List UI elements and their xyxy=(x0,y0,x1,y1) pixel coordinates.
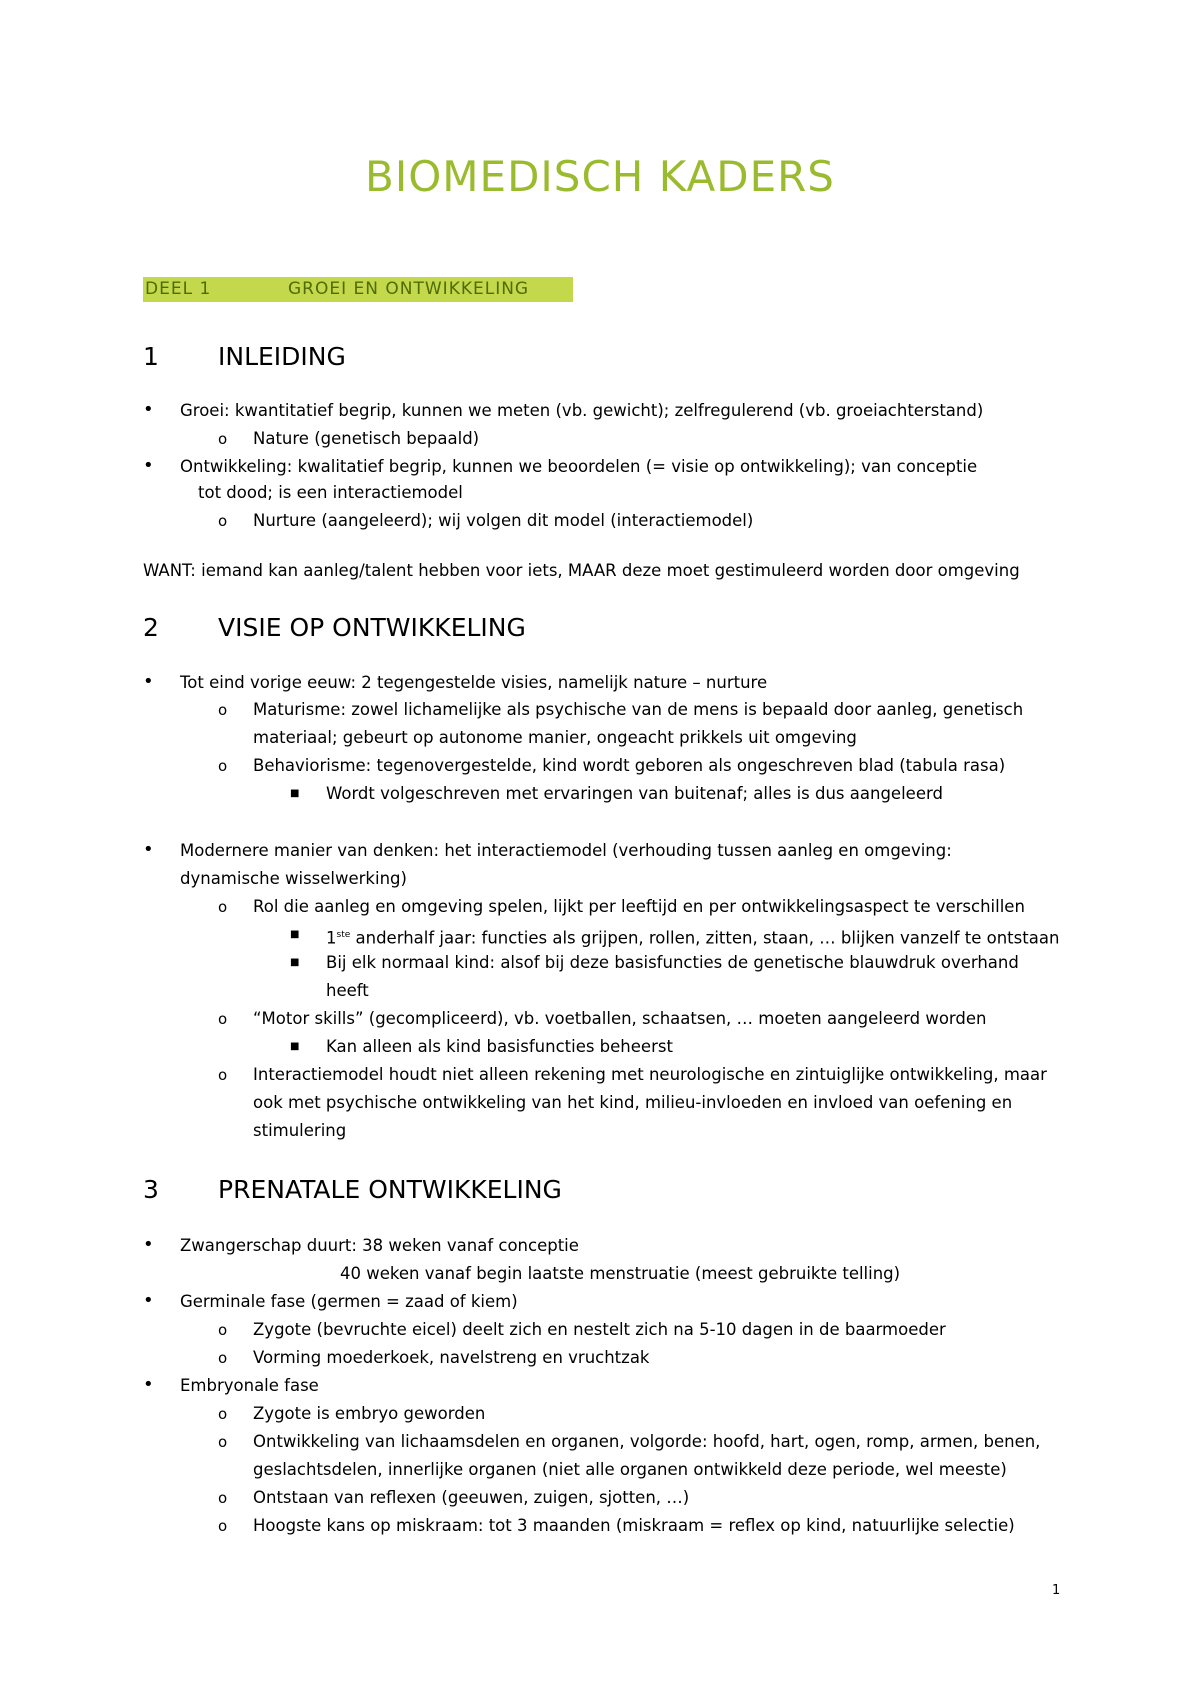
bullet-marker: o xyxy=(218,1010,228,1028)
section-number: 1 xyxy=(143,342,159,371)
list-item-continuation: heeft xyxy=(326,981,369,1000)
list-item: Rol die aanleg en omgeving spelen, lijkt per leeftijd en per ontwikkelingsaspect te verschillen xyxy=(253,897,1025,916)
bullet-marker: ■ xyxy=(290,788,300,799)
list-item: Tot eind vorige eeuw: 2 tegengestelde visies, namelijk nature – nurture xyxy=(180,673,768,692)
list-item-continuation: stimulering xyxy=(253,1121,347,1140)
list-item: Hoogste kans op miskraam: tot 3 maanden (miskraam = reflex op kind, natuurlijke selectie) xyxy=(253,1516,1015,1535)
bullet-marker: • xyxy=(143,1374,154,1395)
bullet-marker: • xyxy=(143,399,154,420)
part-number: DEEL 1 xyxy=(145,279,212,299)
list-item: Ontwikkeling: kwalitatief begrip, kunnen we beoordelen (= visie op ontwikkeling); van conceptie xyxy=(180,457,978,476)
page-number: 1 xyxy=(1052,1583,1061,1598)
list-item: Vorming moederkoek, navelstreng en vruchtzak xyxy=(253,1348,650,1367)
list-item: Behaviorisme: tegenovergestelde, kind wordt geboren als ongeschreven blad (tabula rasa) xyxy=(253,756,1006,775)
list-item-continuation: ook met psychische ontwikkeling van het kind, milieu-invloeden en invloed van oefening en xyxy=(253,1093,1013,1112)
list-item: Ontstaan van reflexen (geeuwen, zuigen, sjotten, …) xyxy=(253,1488,690,1507)
list-item: Zygote is embryo geworden xyxy=(253,1404,486,1423)
list-item: Wordt volgeschreven met ervaringen van buitenaf; alles is dus aangeleerd xyxy=(326,784,943,803)
list-item: “Motor skills” (gecompliceerd), vb. voetballen, schaatsen, … moeten aangeleerd worden xyxy=(253,1009,987,1028)
bullet-marker: • xyxy=(143,1290,154,1311)
bullet-marker: o xyxy=(218,512,228,530)
list-item: Kan alleen als kind basisfuncties beheerst xyxy=(326,1037,673,1056)
bullet-marker: • xyxy=(143,839,154,860)
list-item: Nature (genetisch bepaald) xyxy=(253,429,480,448)
section-title: INLEIDING xyxy=(218,342,346,371)
list-item: Zwangerschap duurt: 38 weken vanaf conceptie xyxy=(180,1236,579,1255)
section-number: 3 xyxy=(143,1175,159,1204)
list-item: Groei: kwantitatief begrip, kunnen we meten (vb. gewicht); zelfregulerend (vb. groeiachterstand) xyxy=(180,401,984,420)
list-item: Interactiemodel houdt niet alleen rekening met neurologische en zintuiglijke ontwikkeling, maar xyxy=(253,1065,1047,1084)
bullet-marker: o xyxy=(218,1321,228,1339)
list-item: Maturisme: zowel lichamelijke als psychische van de mens is bepaald door aanleg, genetisch xyxy=(253,700,1024,719)
list-item-continuation: geslachtsdelen, innerlijke organen (niet alle organen ontwikkeld deze periode, wel meeste) xyxy=(253,1460,1007,1479)
bullet-marker: o xyxy=(218,1433,228,1451)
list-item: Zygote (bevruchte eicel) deelt zich en nestelt zich na 5-10 dagen in de baarmoeder xyxy=(253,1320,946,1339)
ordinal-suffix: ste xyxy=(336,930,351,940)
bullet-marker: o xyxy=(218,701,228,719)
list-item-continuation: tot dood; is een interactiemodel xyxy=(198,483,463,502)
bullet-marker: ■ xyxy=(290,1041,300,1052)
paragraph: WANT: iemand kan aanleg/talent hebben voor iets, MAAR deze moet gestimuleerd worden door omgeving xyxy=(143,561,1020,580)
part-title: GROEI EN ONTWIKKELING xyxy=(288,279,530,299)
list-item-text: anderhalf jaar: functies als grijpen, rollen, zitten, staan, … blijken vanzelf te ontstaan xyxy=(350,928,1060,948)
list-item: Ontwikkeling van lichaamsdelen en organen, volgorde: hoofd, hart, ogen, romp, armen, benen, xyxy=(253,1432,1041,1451)
list-item: Nurture (aangeleerd); wij volgen dit model (interactiemodel) xyxy=(253,511,754,530)
bullet-marker: o xyxy=(218,1405,228,1423)
section-number: 2 xyxy=(143,613,159,642)
bullet-marker: o xyxy=(218,430,228,448)
part-header xyxy=(143,277,573,302)
list-item: Bij elk normaal kind: alsof bij deze basisfuncties de genetische blauwdruk overhand xyxy=(326,953,1019,972)
ordinal-number: 1 xyxy=(326,928,337,948)
bullet-marker: o xyxy=(218,1349,228,1367)
list-item-continuation: 40 weken vanaf begin laatste menstruatie (meest gebruikte telling) xyxy=(340,1264,901,1283)
list-item: Embryonale fase xyxy=(180,1376,319,1395)
bullet-marker: o xyxy=(218,1489,228,1507)
list-item: Germinale fase (germen = zaad of kiem) xyxy=(180,1292,518,1311)
section-title: VISIE OP ONTWIKKELING xyxy=(218,613,526,642)
bullet-marker: • xyxy=(143,455,154,476)
bullet-marker: o xyxy=(218,1066,228,1084)
bullet-marker: ■ xyxy=(290,957,300,968)
list-item-continuation: dynamische wisselwerking) xyxy=(180,869,407,888)
bullet-marker: • xyxy=(143,671,154,692)
bullet-marker: o xyxy=(218,757,228,775)
bullet-marker: o xyxy=(218,1517,228,1535)
bullet-marker: o xyxy=(218,898,228,916)
bullet-marker: ■ xyxy=(290,929,300,940)
list-item xyxy=(326,925,1059,949)
list-item-continuation: materiaal; gebeurt op autonome manier, ongeacht prikkels uit omgeving xyxy=(253,728,857,747)
document-title: BIOMEDISCH KADERS xyxy=(365,152,835,201)
section-title: PRENATALE ONTWIKKELING xyxy=(218,1175,562,1204)
list-item: Modernere manier van denken: het interactiemodel (verhouding tussen aanleg en omgeving: xyxy=(180,841,952,860)
bullet-marker: • xyxy=(143,1234,154,1255)
